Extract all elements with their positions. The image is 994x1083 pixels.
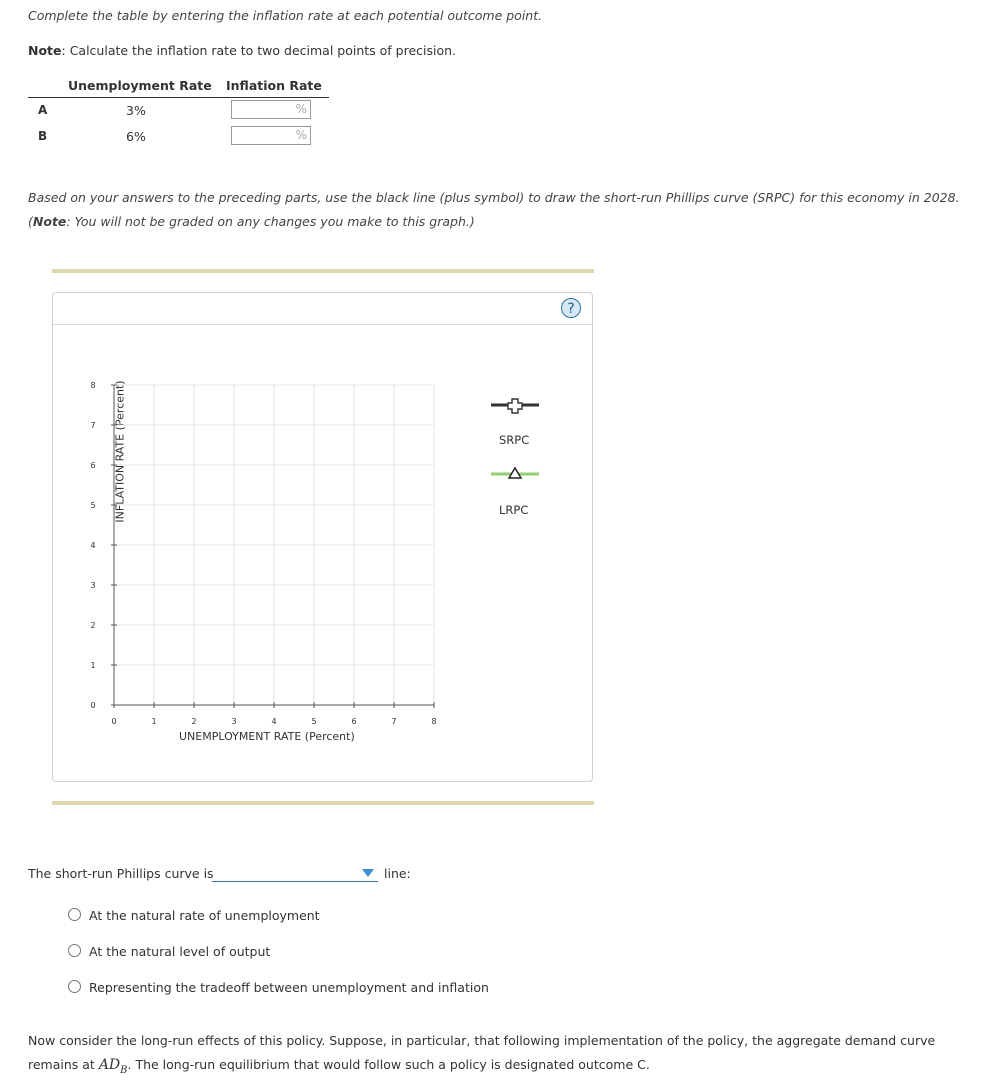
graph-instruction: Based on your answers to the preceding parts, use the black line (plus symbol) to draw the short-run Phillips curve (SRPC) for this economy in 2028. <box>28 190 960 205</box>
x-tick-label: 1 <box>151 717 157 726</box>
x-tick-label: 6 <box>351 717 357 726</box>
y-tick-label: 2 <box>90 621 96 630</box>
row-b-inflation-field[interactable] <box>231 126 311 145</box>
srpc-dropdown[interactable] <box>212 864 378 882</box>
y-tick-label: 4 <box>90 541 96 550</box>
y-tick-label: 1 <box>90 661 96 670</box>
graph-note <box>28 214 475 229</box>
plot-grid <box>114 385 434 705</box>
question-prefix: The short-run Phillips curve is <box>28 866 214 881</box>
graph-note-open: ( <box>28 214 33 229</box>
plus-icon <box>508 399 522 413</box>
ad-subscript: B <box>120 1064 128 1076</box>
y-tick-label: 8 <box>90 381 96 390</box>
x-tick-label: 3 <box>231 717 237 726</box>
srpc-dropdown-value <box>212 868 216 882</box>
row-b-percent-unit: % <box>295 128 307 142</box>
row-a-inflation-input[interactable] <box>232 104 296 121</box>
long-run-line-1: Now consider the long-run effects of this policy. Suppose, in particular, that following implementation of the policy, the aggregate demand curve <box>28 1033 936 1048</box>
radio-option-1-label[interactable]: At the natural rate of unemployment <box>89 908 320 923</box>
row-b-unemployment: 6% <box>126 129 146 144</box>
table-instruction: Complete the table by entering the inflation rate at each potential outcome point. <box>28 8 543 23</box>
plot-ticks <box>90 381 436 726</box>
graph-top-bar <box>52 269 594 273</box>
question-suffix: line: <box>384 866 411 881</box>
ad-symbol: AD <box>98 1057 121 1073</box>
x-tick-label: 8 <box>431 717 437 726</box>
row-b-inflation-input[interactable] <box>232 130 296 147</box>
x-tick-label: 4 <box>271 717 277 726</box>
long-run-post: . The long-run equilibrium that would follow such a policy is designated outcome C. <box>127 1057 650 1072</box>
graph-panel <box>52 292 593 782</box>
radio-option-3[interactable] <box>68 980 81 993</box>
precision-note <box>28 43 456 58</box>
x-axis-label: UNEMPLOYMENT RATE (Percent) <box>179 730 355 743</box>
radio-option-2[interactable] <box>68 944 81 957</box>
y-tick-label: 7 <box>90 421 96 430</box>
note-label: Note <box>28 43 62 58</box>
note-text: : Calculate the inflation rate to two decimal points of precision. <box>61 43 457 58</box>
lrpc-legend-tool[interactable] <box>489 465 541 483</box>
graph-toolbar-divider <box>53 324 592 325</box>
lrpc-legend-label: LRPC <box>499 503 529 517</box>
help-icon[interactable]: ? <box>561 298 581 318</box>
row-a-inflation-field[interactable] <box>231 100 311 119</box>
y-tick-label: 6 <box>90 461 96 470</box>
x-tick-label: 5 <box>311 717 317 726</box>
row-a-label: A <box>38 103 48 117</box>
plot-svg <box>53 293 594 783</box>
y-tick-label: 5 <box>90 501 96 510</box>
long-run-pre: remains at <box>28 1057 99 1072</box>
y-axis-label: INFLATION RATE (Percent) <box>113 380 127 523</box>
radio-option-3-label[interactable]: Representing the tradeoff between unemployment and inflation <box>89 980 489 995</box>
table-header-divider <box>28 97 329 98</box>
header-unemployment: Unemployment Rate <box>68 78 212 93</box>
chevron-down-icon <box>362 869 374 877</box>
radio-option-1[interactable] <box>68 908 81 921</box>
y-tick-label: 3 <box>90 581 96 590</box>
header-inflation: Inflation Rate <box>226 78 322 93</box>
radio-option-2-label[interactable]: At the natural level of output <box>89 944 271 959</box>
long-run-line-2 <box>28 1053 968 1083</box>
srpc-legend-label: SRPC <box>499 433 530 447</box>
x-tick-label: 7 <box>391 717 397 726</box>
graph-note-text: : You will not be graded on any changes you make to this graph.) <box>66 214 475 229</box>
graph-note-label: Note <box>32 214 67 229</box>
plot-axes <box>111 385 434 708</box>
row-a-unemployment: 3% <box>126 103 146 118</box>
srpc-legend-tool[interactable] <box>489 395 541 415</box>
graph-bottom-bar <box>52 801 594 805</box>
y-tick-label: 0 <box>90 701 96 710</box>
x-tick-label: 2 <box>191 717 197 726</box>
row-b-label: B <box>38 129 48 143</box>
ad-b-symbol <box>98 1057 128 1076</box>
long-run-paragraph <box>28 1029 968 1083</box>
x-tick-label: 0 <box>111 717 117 726</box>
row-a-percent-unit: % <box>295 102 307 116</box>
